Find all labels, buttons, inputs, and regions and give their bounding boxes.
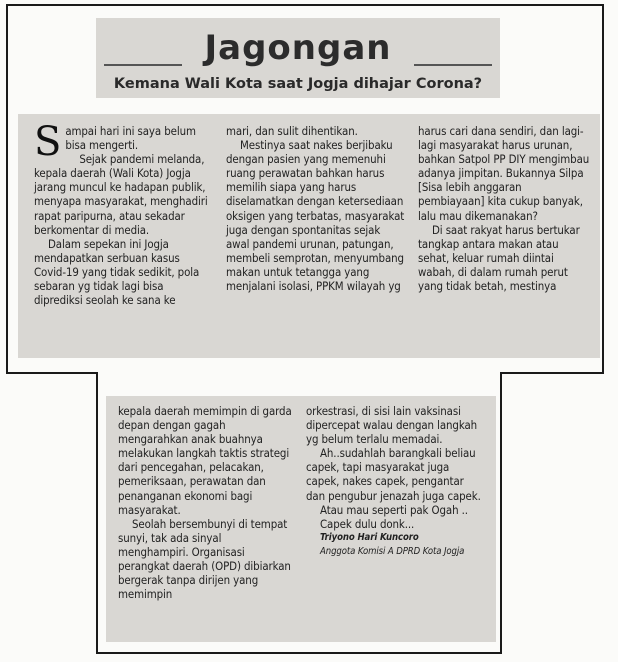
article-column-5 (306, 404, 484, 559)
paragraph: Di saat rakyat harus bertukar tangkap antara makan atau sehat, keluar rumah diintai wabah, di dalam rumah perut yang tidak betah, mestinya (418, 222, 580, 294)
article-body-upper (18, 114, 600, 358)
article-column-1 (34, 119, 214, 308)
masthead-title: Jagongan (204, 28, 392, 68)
paragraph: Capek dulu donk... (320, 516, 415, 531)
article-body-lower (106, 396, 496, 642)
paragraph: orkestrasi, di sisi lain vaksinasi dipercepat walau dengan langkah yg belum terlalu memadai. (306, 404, 478, 447)
article-column-4 (118, 404, 294, 601)
paragraph: Dalam sepekan ini Jogja mendapatkan serbuan kasus Covid-19 yang tidak sedikit, pola sebaran yg tidak lagi bisa diprediksi seolah ke sana ke (34, 236, 200, 308)
lower-frame-bottom (96, 652, 502, 654)
paragraph: kepala daerah memimpin di garda depan dengan gagah mengarahkan anak buahnya melakukan langkah taktis strategi dari pencegahan, pelacakan, pemeriksaan, perawatan dan penanganan ekonomi bagi masyarakat. (118, 404, 292, 517)
paragraph: Sampai hari ini saya belum bisa mengerti. (34, 119, 196, 165)
paragraph: Mestinya saat nakes berjibaku dengan pasien yang memenuhi ruang perawatan bahkan harus memilih siapa yang harus diselamatkan dengan ketersediaan oksigen yang terbatas, masyarakat juga dengan spontanitas sejak awal pandemi urunan, patungan, membeli semprotan, menyumbang makan untuk tetangga yang menjalani isolasi, PPKM wilayah yg (226, 138, 405, 294)
article-headline: Kemana Wali Kota saat Jogja dihajar Corona? (113, 76, 483, 92)
article-column-3 (418, 124, 590, 293)
lower-frame-right (500, 372, 502, 652)
header-clipping (96, 18, 500, 98)
paragraph: Atau mau seperti pak Ogah .. (320, 502, 468, 517)
author-name: Triyono Hari Kuncoro (320, 531, 419, 543)
lower-frame-left (96, 372, 98, 652)
outer-frame-left (6, 4, 8, 372)
outer-frame-top (6, 4, 604, 6)
paragraph: mari, dan sulit dihentikan. (226, 124, 358, 138)
outer-frame-bottom-left (6, 372, 96, 374)
paragraph: Ah..sudahlah barangkali beliau capek, tapi masyarakat juga capek, nakes capek, pengantar dan pengubur jenazah juga capek. (306, 446, 481, 503)
drop-cap: S (34, 119, 62, 165)
outer-frame-bottom-right (500, 372, 604, 374)
paragraph: harus cari dana sendiri, dan lagi-lagi masyarakat harus urunan, bahkan Satpol PP DIY mengimbau adanya jimpitan. Bukannya Silpa [Sisa lebih anggaran pembiayaan] kita cukup banyak, lalu mau dikemanakan? (418, 124, 590, 223)
author-affiliation: Anggota Komisi A DPRD Kota Jogja (320, 545, 465, 557)
paragraph: Sejak pandemi melanda, kepala daerah (Wali Kota) Jogja jarang muncul ke hadapan publik, menyapa masyarakat, menghadiri rapat paripurna, atau sekadar berkomentar di media. (34, 152, 208, 237)
outer-frame-right (602, 4, 604, 372)
paragraph: Seolah bersembunyi di tempat sunyi, tak ada sinyal menghampiri. Organisasi perangkat daerah (OPD) dibiarkan bergerak tanpa dirijen yang memimpin (118, 516, 291, 602)
article-column-2 (226, 124, 406, 293)
